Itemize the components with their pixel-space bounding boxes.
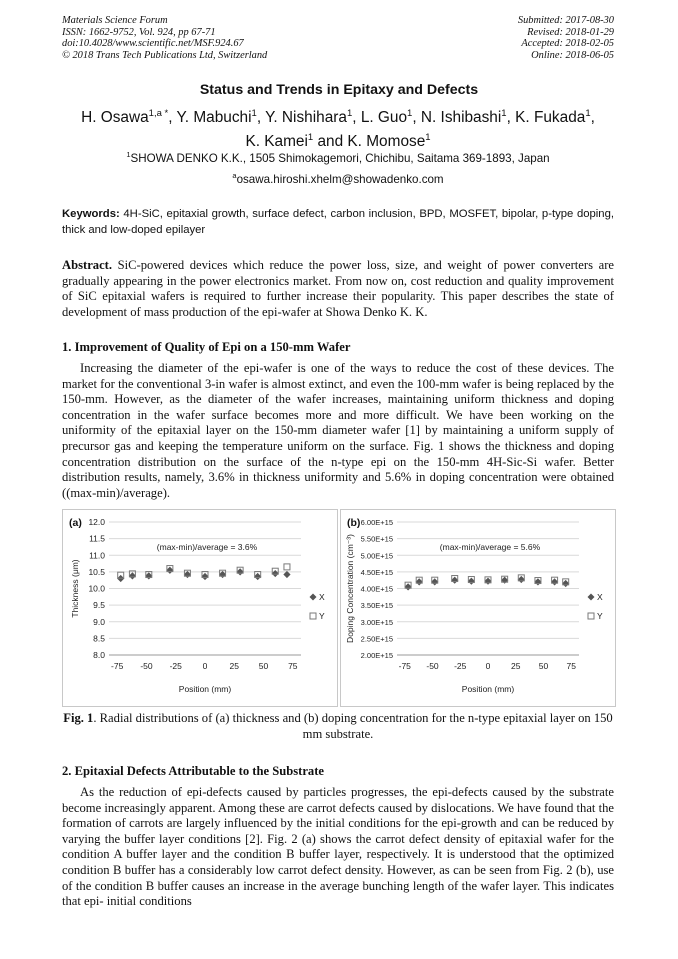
y-tick-label: 8.5 [93,633,105,644]
x-axis-title: Position (mm) [178,684,232,694]
author-sup: 1 [251,108,257,119]
y-axis-title: Thickness (μm) [70,559,80,618]
y-tick-label: 6.00E+15 [360,518,393,527]
author-name: Y. Mabuchi [176,109,252,127]
section-1-heading: 1. Improvement of Quality of Epi on a 150-mm Wafer [62,340,351,354]
x-tick-label: 25 [511,661,521,671]
author-name: K. Fukada [515,109,586,127]
x-tick-label: 25 [229,661,240,671]
submission-dates [518,15,614,61]
paper-title: Status and Trends in Epitaxy and Defects [199,82,479,98]
author-name: N. Ishibashi [420,109,502,127]
keywords [62,207,614,238]
abstract-text: SiC-powered devices which reduce the power loss, size, and weight of power converters are gradually appearing in the power electronics market. From now on, cost reduction and quality improvement of SiC epitaxial wafers is required to further increase their popularity. This paper describes the state of development of mass production of the epi-wafer at Showa Denko K. K. [62,258,614,319]
affiliation [62,150,614,165]
author-sup: 1,a * [148,108,169,119]
uniformity-annotation: (max-min)/average = 5.6% [439,542,541,552]
y-tick-label: 8.0 [93,650,105,660]
x-tick-label: 0 [202,661,208,671]
author-sup: 1 [407,108,413,119]
abstract [62,258,614,320]
author-sup: 1 [425,132,431,144]
x-tick-label: -50 [426,661,439,671]
author-name: K. Momose [347,133,426,151]
author-name: K. Kamei [245,133,308,151]
author-email [62,171,614,186]
accepted-date: Accepted: 2018-02-05 [521,38,614,50]
figure-1b-doping-chart [340,509,616,707]
author-name: Y. Nishihara [265,109,347,127]
journal-info [62,15,267,61]
y-tick-label: 12.0 [88,517,105,527]
legend-label-y: Y [319,611,325,621]
section-1-paragraph: Increasing the diameter of the epi-wafer is one of the ways to reduce the cost of these devices. The market for the conventional 3-in wafer is almost extinct, and even the 100-mm wafer is being replaced by the 150-mm. However, as the diameter of the wafer increases, maintaining uniform thickness and doping concentration in the wafer surface becomes more and more difficult. We have been working on the uniformity of the epitaxial layer on the 150-mm diameter wafer [1] by maintaining a uniform supply of precursor gas and keeping the temperature uniform on the surface. Fig. 1 shows the thickness and doping concentration distribution on the surface of the n-type epi on the 150-mm 4H-Sic-Si wafer. Better distribution results, namely, 3.6% in thickness uniformity and 5.6% in doping concentration were obtained ((max-min)/average). [62,361,614,500]
y-tick-label: 9.5 [93,600,105,611]
author-sup: 1 [585,108,591,119]
legend-label-x: X [319,592,325,602]
legend-marker-x [588,594,595,601]
x-tick-label: -75 [398,661,411,671]
author-sup: 1 [307,132,314,144]
y-tick-label: 2.00E+15 [360,651,393,660]
y-tick-label: 5.50E+15 [360,534,393,544]
x-tick-label: 75 [288,661,298,671]
copyright-line: © 2018 Trans Tech Publications Ltd, Switzerland [62,49,268,61]
y-tick-label: 11.5 [89,533,105,544]
y-tick-label: 4.50E+15 [360,567,393,577]
online-date: Online: 2018-06-05 [531,49,614,61]
caption-text: . Radial distributions of (a) thickness and (b) doping concentration for the n-type epitaxial layer on 150 mm substrate. [93,711,613,741]
x-tick-label: -25 [169,661,182,671]
data-point-y [284,564,290,570]
y-tick-label: 9.0 [93,616,105,627]
panel-label: (b) [347,517,361,529]
doi-line: doi:10.4028/www.scientific.net/MSF.924.67 [62,38,244,50]
x-tick-label: 50 [258,661,269,671]
author-name: H. Osawa [81,109,149,127]
legend-label-x: X [597,592,603,602]
x-tick-label: 0 [485,661,491,671]
submitted-date: Submitted: 2017-08-30 [517,15,614,26]
author-sup: 1 [501,108,507,119]
x-tick-label: 50 [538,661,549,671]
x-tick-label: -75 [111,661,124,671]
section-2-heading: 2. Epitaxial Defects Attributable to the Substrate [62,764,324,778]
y-tick-label: 4.00E+15 [360,584,393,594]
y-tick-label: 11.0 [89,550,105,561]
y-tick-label: 5.00E+15 [360,551,393,561]
y-tick-label: 10.5 [88,566,105,577]
doping-chart-svg [341,510,615,706]
y-tick-label: 3.00E+15 [360,617,393,627]
email-sup: a [232,171,237,180]
revised-date: Revised: 2018-01-29 [527,26,614,38]
section-2-paragraph: As the reduction of epi-defects caused by particles progresses, the epi-defects caused by the substrate become increasingly apparent. Among these are carrot defects caused by dislocations. We have found that the formation of carrots are largely influenced by the initial conditions for the epi-growth and can be reduced by varying the buffer layer conditions [2]. Fig. 2 (a) shows the carrot defect density of epitaxial wafer for the condition A buffer layer and the condition B buffer layer, respectively. It is understood that the optimized condition B buffer has a considerably low carrot defect density. However, as can be seen from Fig. 2 (b), use of the condition B buffer causes an increase in the average bunching length of the wafer layer. This indicates that epi- initial conditions [62,785,614,909]
issn-line: ISSN: 1662-9752, Vol. 924, pp 67-71 [62,26,216,38]
legend-marker-y [588,613,594,619]
y-tick-label: 3.50E+15 [360,601,393,611]
panel-label: (a) [69,517,82,529]
figure-1a-thickness-chart [62,509,338,707]
uniformity-annotation: (max-min)/average = 3.6% [156,542,258,552]
legend-marker-y [310,613,316,619]
keywords-text: 4H-SiC, epitaxial growth, surface defect, carbon inclusion, BPD, MOSFET, bipolar, p-type doping, thick and low-doped epilayer [62,208,615,236]
journal-name: Materials Science Forum [62,15,168,26]
figure-1-caption [62,711,614,742]
abstract-label: Abstract. [62,258,113,272]
legend-label-y: Y [597,611,603,621]
keywords-label: Keywords: [62,208,120,220]
y-axis-title: Doping Concentration (cm⁻³) [345,534,355,643]
author-name: L. Guo [360,109,408,127]
legend-marker-x [310,594,317,601]
x-axis-title: Position (mm) [461,684,515,694]
caption-label: Fig. 1 [63,711,94,725]
author-list: H. Osawa$^{1,a *}$, Y. Mabuchi$^1$, Y. Nishihara$^1$, L. Guo$^1$, N. Ishibashi$^1$, K. Fukada$^1$, K. Kamei$^1$ and K. Momose$^1$ [81,108,595,151]
y-tick-label: 2.50E+15 [360,634,393,644]
author-sup: 1 [346,108,353,119]
x-tick-label: -25 [454,661,467,671]
x-tick-label: -50 [140,661,153,671]
thickness-chart-svg [63,510,337,706]
email-text[interactable]: osawa.hiroshi.xhelm@showadenko.com [236,172,444,186]
affiliation-sup: 1 [126,150,131,159]
affiliation-text: SHOWA DENKO K.K., 1505 Shimokagemori, Chichibu, Saitama 369-1893, Japan [130,151,550,165]
x-tick-label: 75 [566,661,576,671]
y-tick-label: 10.0 [88,583,105,594]
